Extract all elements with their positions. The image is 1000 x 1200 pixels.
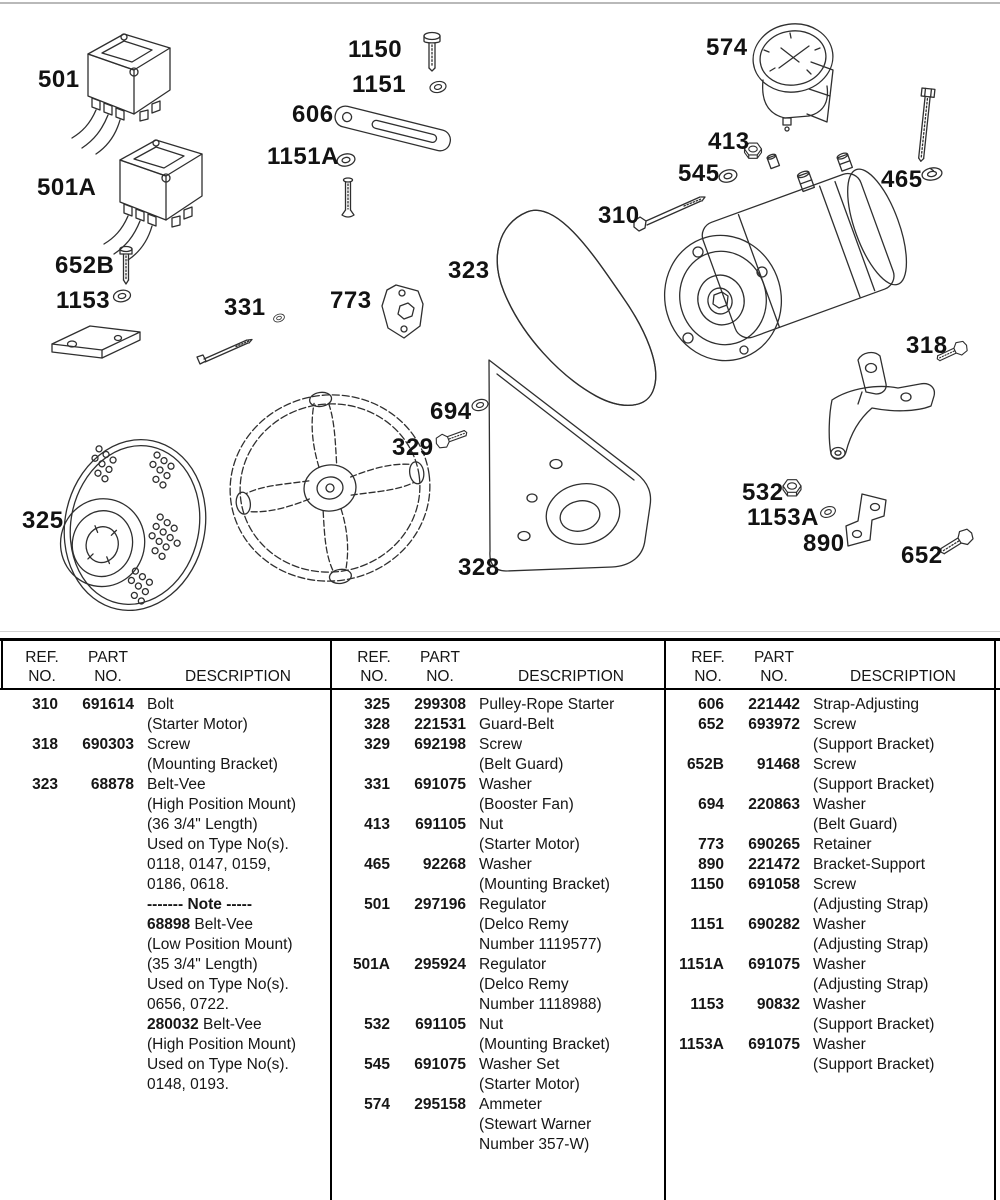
part-header: PART [420, 649, 460, 666]
table-divider-1 [330, 641, 332, 1200]
table-row: 329 692198 Screw [364, 736, 523, 753]
table-row: (Stewart Warner [479, 1116, 592, 1133]
strap-adjusting-606-drawing [333, 104, 453, 153]
retainer-773-drawing [382, 285, 423, 338]
callout-890: 890 [803, 530, 845, 557]
table-row: 652B 91468 Screw [686, 756, 857, 773]
table-row: Number 357-W) [479, 1136, 590, 1153]
table-row: (Mounting Bracket) [479, 1036, 610, 1053]
table-row: 413 691105 Nut [364, 816, 504, 833]
callout-310: 310 [598, 202, 640, 229]
parts-column-3 [668, 641, 994, 1200]
table-row: (Support Bracket) [813, 776, 935, 793]
column-header [668, 641, 994, 686]
ref-no-header: NO. [360, 668, 388, 685]
table-row: 328 221531 Guard-Belt [364, 716, 554, 733]
callout-501: 501 [38, 66, 80, 93]
callout-328: 328 [458, 554, 500, 581]
table-row: (Adjusting Strap) [813, 896, 929, 913]
table-row: (Starter Motor) [147, 716, 248, 733]
ref-no-header: NO. [28, 668, 56, 685]
screw-329-drawing [434, 426, 469, 450]
callout-574: 574 [706, 34, 748, 61]
callout-652B: 652B [55, 252, 115, 279]
part-no-header: NO. [760, 668, 788, 685]
callout-532: 532 [742, 479, 784, 506]
table-row: 0118, 0147, 0159, [147, 856, 271, 873]
table-row: 1153A 691075 Washer [679, 1036, 866, 1053]
table-divider-2 [664, 641, 666, 1200]
callout-1151A: 1151A [267, 143, 339, 170]
screw-mounting-bracket-drawing [914, 88, 935, 162]
table-row: 331 691075 Washer [364, 776, 532, 793]
table-row: (Belt Guard) [813, 816, 898, 833]
washer-1153a-drawing [819, 505, 837, 520]
bolt-booster-fan-drawing [197, 340, 252, 365]
callout-652: 652 [901, 542, 943, 569]
part-no-header: NO. [94, 668, 122, 685]
table-row: 280032 Belt-Vee [147, 1016, 262, 1033]
table-row: 465 92268 Washer [364, 856, 532, 873]
callout-1151: 1151 [352, 71, 407, 98]
parts-table [0, 638, 1000, 1200]
washer-331-drawing [272, 313, 285, 324]
table-row: (Adjusting Strap) [813, 976, 929, 993]
table-row: 773 690265 Retainer [698, 836, 872, 853]
table-row: 1150 691058 Screw [690, 876, 857, 893]
screw-652b-drawing [120, 247, 132, 285]
description-header: DESCRIPTION [850, 668, 956, 685]
callout-465: 465 [881, 166, 923, 193]
table-row: ------- Note ----- [147, 896, 252, 913]
washer-1153-drawing [113, 289, 132, 303]
regulator-501a-drawing [104, 140, 202, 260]
table-row: 1153 90832 Washer [690, 996, 866, 1013]
callout-1153: 1153 [56, 287, 111, 314]
washer-1151a-drawing [336, 152, 356, 167]
callout-501A: 501A [37, 174, 97, 201]
ref-no-header: NO. [694, 668, 722, 685]
table-row: 574 295158 Ammeter [364, 1096, 542, 1113]
belt-vee-323-drawing [497, 210, 655, 405]
description-header: DESCRIPTION [185, 668, 291, 685]
part-header: PART [754, 649, 794, 666]
pulley-rope-starter-325-drawing [49, 426, 222, 623]
table-row: 606 221442 Strap-Adjusting [698, 696, 919, 713]
table-row: 890 221472 Bracket-Support [698, 856, 925, 873]
table-row: (36 3/4" Length) [147, 816, 258, 833]
table-row: (35 3/4" Length) [147, 956, 258, 973]
table-row: (High Position Mount) [147, 1036, 297, 1053]
table-top-faint-rule [0, 631, 1000, 632]
callout-325: 325 [22, 507, 64, 534]
table-row: 325 299308 Pulley-Rope Starter [364, 696, 615, 713]
callout-1150: 1150 [348, 36, 403, 63]
washer-465-drawing [921, 166, 943, 181]
screw-652-drawing [937, 527, 976, 559]
table-row: Used on Type No(s). [147, 836, 289, 853]
table-row: Number 1119577) [479, 936, 602, 953]
table-row: (Low Position Mount) [147, 936, 293, 953]
support-bracket-drawing [52, 326, 140, 358]
callout-331: 331 [224, 294, 266, 321]
table-row: 1151A 691075 Washer [679, 956, 866, 973]
table-row: 532 691105 Nut [364, 1016, 504, 1033]
parts-column-2 [334, 641, 664, 1200]
table-row: (Support Bracket) [813, 1016, 935, 1033]
table-row: 0656, 0722. [147, 996, 229, 1013]
table-row: Used on Type No(s). [147, 1056, 289, 1073]
table-row: Number 1118988) [479, 996, 602, 1013]
table-row: 323 68878 Belt-Vee [32, 776, 206, 793]
callout-413: 413 [708, 128, 750, 155]
screw-1150-drawing [424, 33, 440, 72]
column-header [334, 641, 664, 686]
callout-606: 606 [292, 101, 334, 128]
ammeter-574-drawing [749, 19, 838, 131]
table-row: 318 690303 Screw [32, 736, 191, 753]
table-row: (Mounting Bracket) [147, 756, 278, 773]
callout-329: 329 [392, 434, 434, 461]
table-row: Used on Type No(s). [147, 976, 289, 993]
bolt-310-drawing [634, 197, 705, 231]
perforation-cluster [64, 439, 197, 609]
description-header: DESCRIPTION [518, 668, 624, 685]
table-border-right [994, 641, 996, 1200]
column-header [2, 641, 330, 686]
regulator-501-drawing [72, 34, 170, 154]
screw-adjusting-strap-drawing [342, 178, 354, 217]
parts-column-1 [2, 641, 330, 1200]
table-row: (Booster Fan) [479, 796, 574, 813]
callout-545: 545 [678, 160, 720, 187]
table-row: (Starter Motor) [479, 1076, 580, 1093]
table-row: (Delco Remy [479, 976, 569, 993]
booster-fan-drawing [218, 379, 443, 597]
table-row: 0186, 0618. [147, 876, 229, 893]
ref-header: REF. [691, 649, 725, 666]
table-row: 68898 Belt-Vee [147, 916, 254, 933]
callout-1153A: 1153A [747, 504, 819, 531]
table-row: (Adjusting Strap) [813, 936, 929, 953]
callout-323: 323 [448, 257, 490, 284]
ref-header: REF. [25, 649, 59, 666]
table-row: (High Position Mount) [147, 796, 297, 813]
table-row: 694 220863 Washer [698, 796, 866, 813]
table-row: (Belt Guard) [479, 756, 564, 773]
part-header: PART [88, 649, 128, 666]
guard-belt-328-drawing [489, 360, 651, 571]
washer-694-drawing [471, 398, 489, 413]
bracket-support-casting-drawing [829, 353, 934, 460]
callout-694: 694 [430, 398, 472, 425]
table-row: 501A 295924 Regulator [352, 956, 547, 973]
table-row: (Delco Remy [479, 916, 569, 933]
table-row: 0148, 0193. [147, 1076, 229, 1093]
table-row: 545 691075 Washer Set [364, 1056, 560, 1073]
callout-318: 318 [906, 332, 948, 359]
bracket-support-890-drawing [846, 494, 886, 546]
table-row: (Starter Motor) [479, 836, 580, 853]
table-row: (Mounting Bracket) [479, 876, 610, 893]
table-row: (Support Bracket) [813, 1056, 935, 1073]
table-row: 652 693972 Screw [698, 716, 857, 733]
washer-1151-drawing [429, 80, 447, 94]
washer-545-drawing [718, 168, 738, 184]
table-row: 1151 690282 Washer [690, 916, 866, 933]
callout-773: 773 [330, 287, 372, 314]
nut-532-drawing [783, 480, 801, 496]
part-no-header: NO. [426, 668, 454, 685]
table-row: (Support Bracket) [813, 736, 935, 753]
table-row: 501 297196 Regulator [364, 896, 547, 913]
table-row: 310 691614 Bolt [32, 696, 174, 713]
ref-header: REF. [357, 649, 391, 666]
